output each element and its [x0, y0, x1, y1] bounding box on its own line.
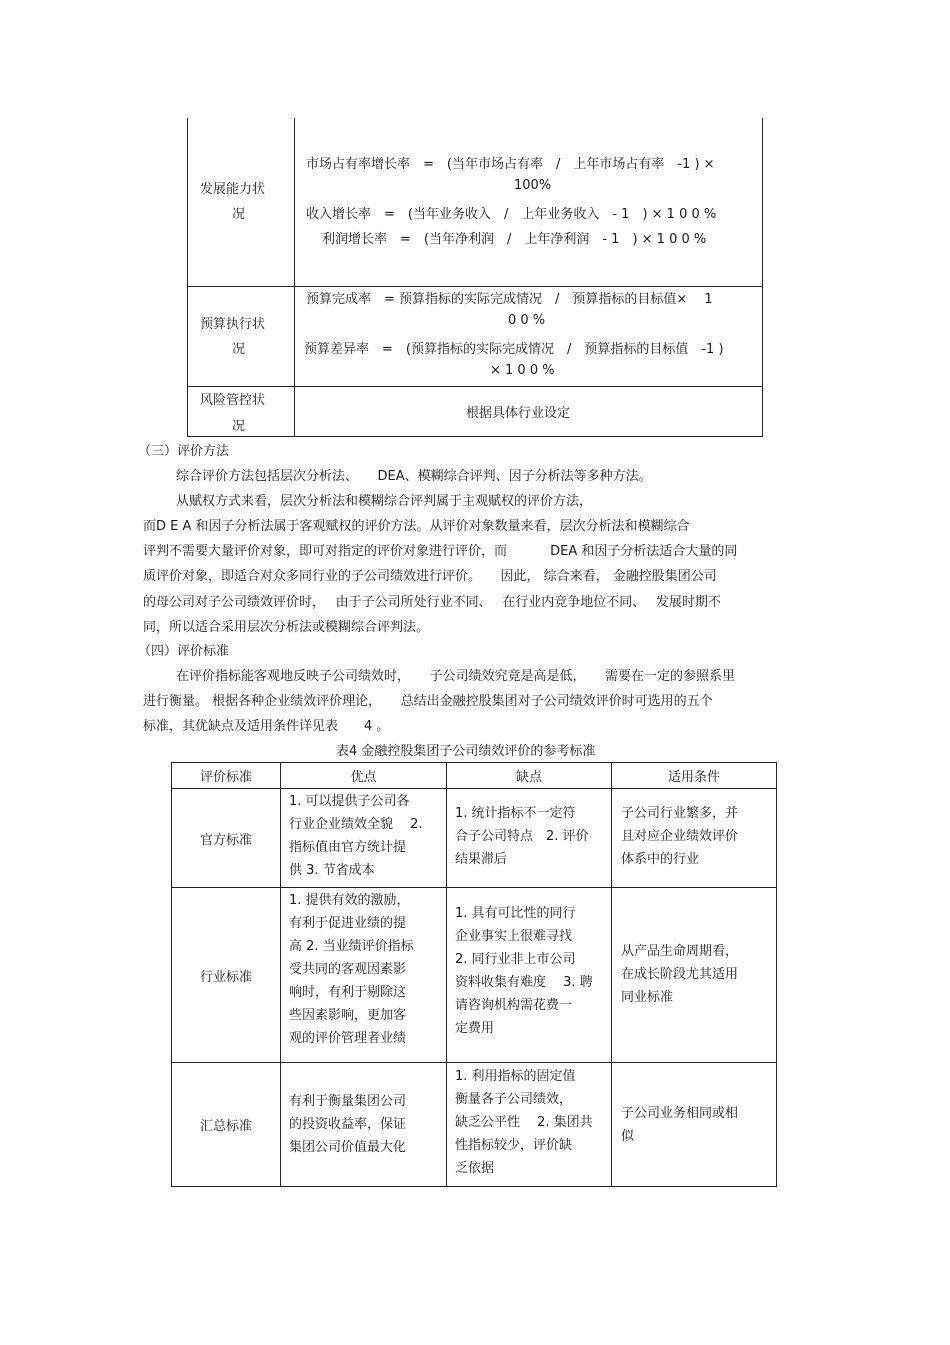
- cell-condition: [621, 802, 771, 871]
- top-table-border-left: [187, 118, 188, 437]
- cell-pros: [289, 1090, 439, 1159]
- cell-line: 结果滞后: [455, 852, 508, 867]
- table-border-right: [776, 762, 777, 1187]
- cell-line: 1. 提供有效的激励，: [289, 893, 410, 908]
- row-label: 风险管控状: [200, 393, 266, 408]
- cell-line: 合子公司特点 2. 评价: [455, 829, 589, 844]
- row-label: 况: [232, 419, 246, 434]
- cell-line: 同业标准: [621, 990, 674, 1005]
- cell-line: 有利于衡量集团公司: [289, 1094, 407, 1109]
- formula-line: × 1 0 0 %: [490, 363, 555, 378]
- cell-line: 1. 统计指标不一定符: [455, 806, 576, 821]
- cell-line: 体系中的行业: [621, 852, 700, 867]
- top-table-border-bottom: [187, 436, 763, 437]
- cell-line: 受共同的客观因素影: [289, 962, 407, 977]
- cell-line: 从产品生命周期看，: [621, 944, 739, 959]
- top-table-border-right: [762, 118, 763, 437]
- paragraph-line: 在评价指标能客观地反映子公司绩效时， 子公司绩效究竟是高是低， 需要在一定的参照系里: [176, 669, 736, 684]
- paragraph-line: 的母公司对子公司绩效评价时， 由于子公司所处行业不同、 在行业内竞争地位不同、 发展时期不: [143, 595, 721, 610]
- cell-line: 似: [621, 1129, 635, 1144]
- table-border-bottom: [171, 1186, 777, 1187]
- paragraph-line: 而D E A 和因子分析法属于客观赋权的评价方法。从评价对象数量来看，层次分析法和模糊综合: [143, 519, 690, 534]
- top-table-rule: [187, 386, 763, 387]
- section-heading: （三）评价方法: [138, 444, 230, 459]
- paragraph-line: 评判不需要大量评价对象，即可对指定的评价对象进行评价，而 DEA 和因子分析法适合大量的同: [143, 544, 738, 559]
- cell-line: 些因素影响，更加客: [289, 1008, 407, 1023]
- cell-cons: [455, 902, 607, 1040]
- formula-line: 预算差异率 = (预算指标的实际完成情况 / 预算指标的目标值 -1 ): [304, 342, 724, 357]
- cell-line: 乏依据: [455, 1161, 495, 1176]
- cell-line: 1. 可以提供子公司各: [289, 794, 410, 809]
- cell-line: 行业企业绩效全貌 2.: [289, 817, 423, 832]
- table-row-name: 官方标准: [199, 832, 252, 848]
- cell-line: 指标值由官方统计提: [289, 840, 407, 855]
- cell-line: 子公司行业繁多，并: [621, 806, 739, 821]
- paragraph-line: 同，所以适合采用层次分析法或模糊综合评判法。: [143, 620, 430, 635]
- top-table-border-mid: [294, 118, 295, 437]
- paragraph-line: 进行衡量。 根据各种企业绩效评价理论， 总结出金融控股集团对子公司绩效评价时可选用的五个: [143, 694, 713, 709]
- top-table-rule: [187, 286, 763, 287]
- paragraph-line: 综合评价方法包括层次分析法、 DEA、模糊综合评判、因子分析法等多种方法。: [176, 469, 652, 484]
- formula-line: 0 0 %: [508, 313, 546, 328]
- cell-cons: [455, 1065, 607, 1180]
- cell-line: 且对应企业绩效评价: [621, 829, 739, 844]
- header-cell: 缺点: [515, 770, 542, 785]
- cell-line: 2. 同行业非上市公司: [455, 952, 576, 967]
- table-col-rule: [280, 762, 281, 1187]
- cell-line: 有利于促进业绩的提: [289, 916, 407, 931]
- section-heading: （四）评价标准: [138, 644, 230, 659]
- cell-condition: [621, 1102, 771, 1148]
- cell-line: 定费用: [455, 1021, 495, 1036]
- row-label: 况: [232, 207, 246, 222]
- row-label: 况: [232, 342, 246, 357]
- row-label: 发展能力状: [200, 182, 266, 197]
- table-row-name: 行业标准: [199, 969, 252, 985]
- cell-line: 在成长阶段尤其适用: [621, 967, 739, 982]
- cell-line: 企业事实上很难寻找: [455, 929, 573, 944]
- cell-line: 子公司业务相同或相: [621, 1106, 739, 1121]
- cell-line: 的投资收益率，保证: [289, 1117, 407, 1132]
- header-cell: 评价标准: [199, 770, 252, 785]
- table-col-rule: [611, 762, 612, 1187]
- row-label: 预算执行状: [200, 317, 266, 332]
- cell-line: 1. 利用指标的固定值: [455, 1069, 576, 1084]
- formula-line: 市场占有率增长率 = (当年市场占有率 / 上年市场占有率 -1 ) ×: [306, 157, 715, 172]
- table-caption: 表4 金融控股集团子公司绩效评价的参考标准: [336, 744, 596, 759]
- cell-line: 衡量各子公司绩效，: [455, 1092, 573, 1107]
- cell-line: 观的评价管理者业绩: [289, 1031, 407, 1046]
- formula-line: 利润增长率 = (当年净利润 / 上年净利润 - 1 ) × 1 0 0 %: [322, 232, 707, 247]
- formula-line: 根据具体行业设定: [466, 406, 571, 421]
- cell-cons: [455, 802, 605, 871]
- header-cell: 优点: [350, 770, 377, 785]
- cell-pros: [289, 889, 439, 1050]
- cell-pros: [289, 790, 439, 882]
- cell-line: 高 2. 当业绩评价指标: [289, 939, 414, 954]
- formula-line: 预算完成率 = 预算指标的实际完成情况 / 预算指标的目标值× 1: [306, 292, 713, 307]
- paragraph-line: 从赋权方式来看，层次分析法和模糊综合评判属于主观赋权的评价方法，: [176, 494, 593, 509]
- table-col-rule: [446, 762, 447, 1187]
- cell-line: 供 3. 节省成本: [289, 863, 375, 878]
- formula-line: 100%: [514, 178, 552, 193]
- paragraph-line: 标准，其优缺点及适用条件详见表 4 。: [143, 719, 390, 734]
- cell-line: 缺乏公平性 2. 集团共: [455, 1115, 593, 1130]
- header-cell: 适用条件: [667, 770, 720, 785]
- paragraph-line: 质评价对象，即适合对众多同行业的子公司绩效进行评价。 因此， 综合来看， 金融控股集团公司: [143, 569, 717, 584]
- cell-line: 请咨询机构需花费一: [455, 998, 573, 1013]
- cell-condition: [621, 940, 771, 1009]
- cell-line: 资料收集有难度 3. 聘: [455, 975, 593, 990]
- cell-line: 集团公司价值最大化: [289, 1140, 407, 1155]
- formula-line: 收入增长率 = (当年业务收入 / 上年业务收入 - 1 ) × 1 0 0 %: [306, 207, 717, 222]
- cell-line: 1. 具有可比性的同行: [455, 906, 576, 921]
- cell-line: 性指标较少，评价缺: [455, 1138, 573, 1153]
- cell-line: 响时，有利于剔除这: [289, 985, 407, 1000]
- table-row-name: 汇总标准: [199, 1119, 252, 1134]
